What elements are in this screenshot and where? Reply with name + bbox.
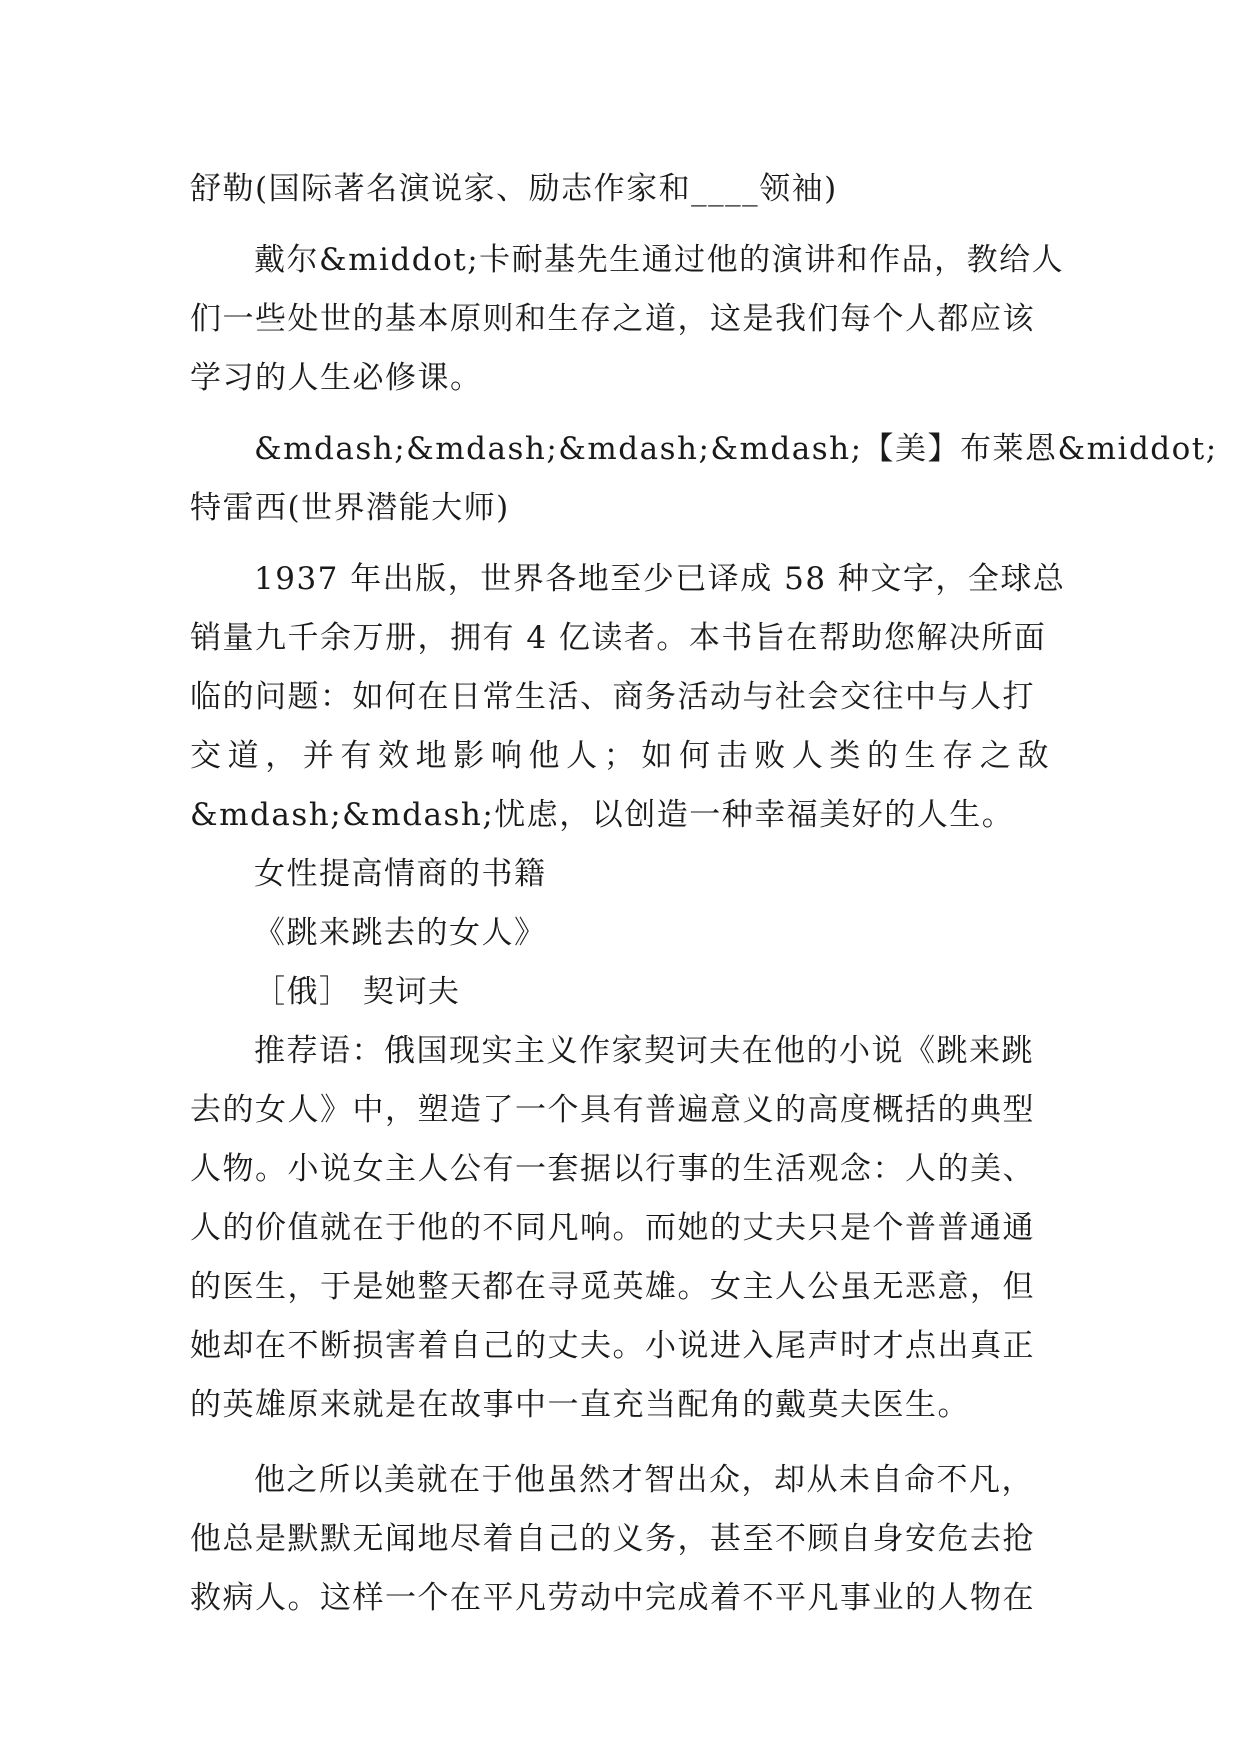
text-line: 临的问题：如何在日常生活、商务活动与社会交往中与人打 — [190, 679, 1035, 715]
text-line: 他之所以美就在于他虽然才智出众，却从未自命不凡， — [254, 1462, 1034, 1498]
text-line: 的医生，于是她整天都在寻觅英雄。女主人公虽无恶意，但 — [190, 1269, 1035, 1305]
text-line: 推荐语：俄国现实主义作家契诃夫在他的小说《跳来跳 — [254, 1033, 1034, 1069]
book-title: 《跳来跳去的女人》 — [254, 915, 547, 951]
text-line: 去的女人》中，塑造了一个具有普遍意义的高度概括的典型 — [190, 1092, 1035, 1128]
text-line: &mdash;&mdash;&mdash;&mdash;【美】布莱恩&middot; — [254, 431, 1218, 467]
text-line: 特雷西(世界潜能大师) — [190, 490, 510, 526]
section-heading: 女性提高情商的书籍 — [254, 856, 547, 892]
text-line: 人物。小说女主人公有一套据以行事的生活观念：人的美、 — [190, 1151, 1035, 1187]
text-line: &mdash;&mdash;忧虑，以创造一种幸福美好的人生。 — [190, 797, 1015, 833]
text-line: 学习的人生必修课。 — [190, 360, 483, 396]
text-line: 人的价值就在于他的不同凡响。而她的丈夫只是个普普通通 — [190, 1210, 1035, 1246]
text-line: 们一些处世的基本原则和生存之道，这是我们每个人都应该 — [190, 301, 1035, 337]
book-author: ［俄］ 契诃夫 — [254, 974, 461, 1010]
text-line: 戴尔&middot;卡耐基先生通过他的演讲和作品，教给人 — [254, 242, 1065, 278]
text-line: 1937 年出版，世界各地至少已译成 58 种文字，全球总 — [254, 561, 1066, 597]
text-line: 的英雄原来就是在故事中一直充当配角的戴莫夫医生。 — [190, 1387, 970, 1423]
text-line: 交道，并有效地影响他人；如何击败人类的生存之敌 — [190, 738, 1050, 774]
text-line: 舒勒(国际著名演说家、励志作家和____领袖) — [190, 171, 838, 207]
text-line: 他总是默默无闻地尽着自己的义务，甚至不顾自身安危去抢 — [190, 1521, 1035, 1557]
text-line: 救病人。这样一个在平凡劳动中完成着不平凡事业的人物在 — [190, 1580, 1035, 1616]
document-body — [190, 160, 1218, 1628]
text-line: 销量九千余万册，拥有 4 亿读者。本书旨在帮助您解决所面 — [190, 620, 1047, 656]
text-line: 她却在不断损害着自己的丈夫。小说进入尾声时才点出真正 — [190, 1328, 1035, 1364]
